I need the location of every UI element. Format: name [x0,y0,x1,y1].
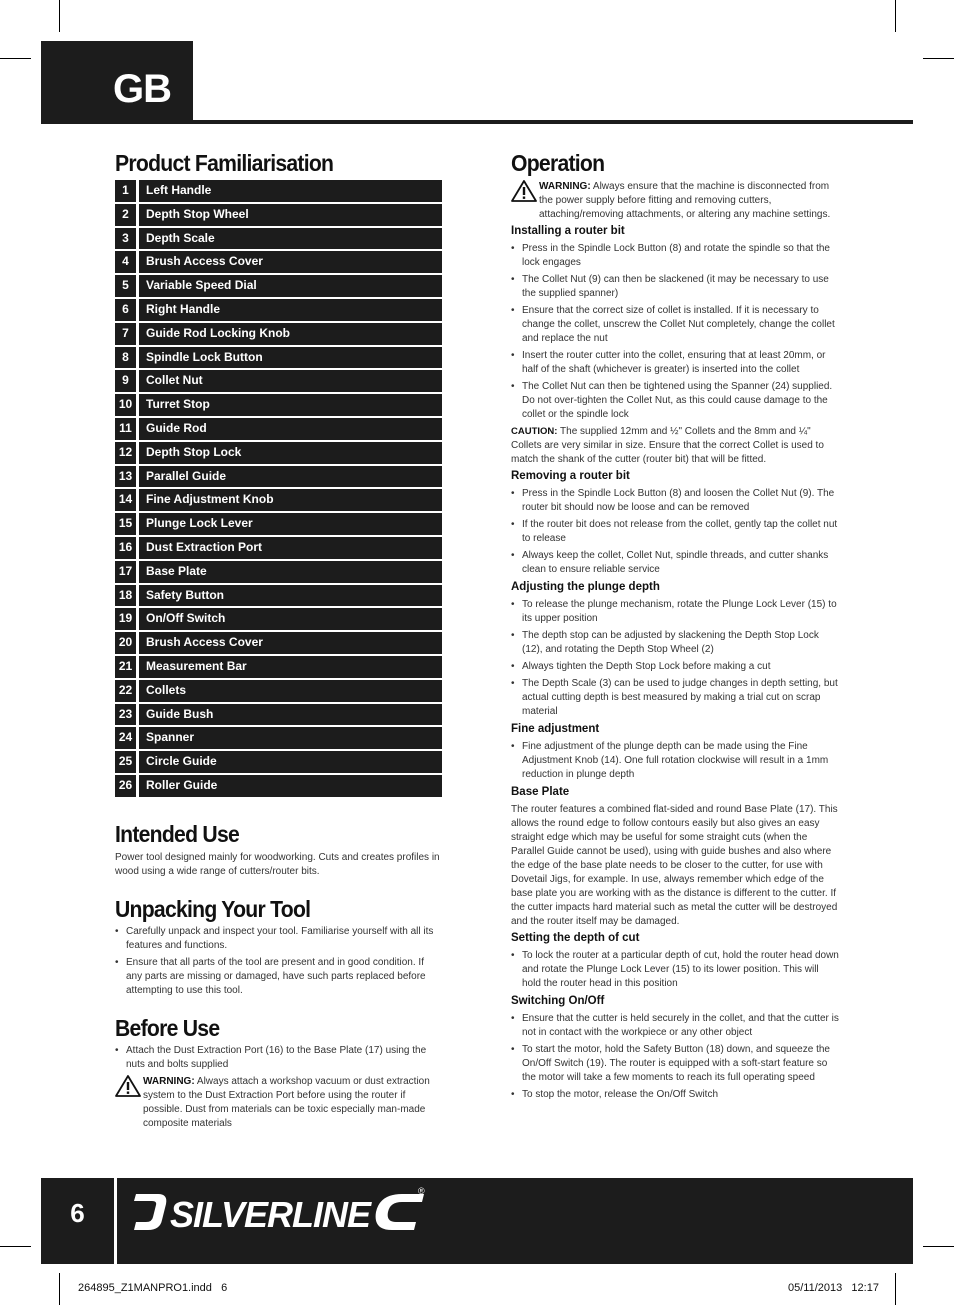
part-label: Safety Button [139,585,442,607]
part-label: Brush Access Cover [139,632,442,654]
intended-use-text: Power tool designed mainly for woodworking. Cuts and creates profiles in wood using a wide range of cutters/router bits. [115,852,440,877]
depth-of-cut-list [511,949,840,991]
section-title-intended-use: Intended Use [115,821,240,847]
part-number: 12 [115,442,136,464]
part-label: Guide Bush [139,704,442,726]
header-rule [41,120,913,124]
subheading-switching: Switching On/Off [511,995,605,1007]
part-label: Collets [139,680,442,702]
caution-label: CAUTION: [511,426,558,437]
caution-text: The supplied 12mm and ½" Collets and the 8mm and ¼" Collets are very similar in size. Ensure that the correct Collet is used to match the shank of the cutter (router bit) that will be fitted. [511,426,824,465]
operation-warning [511,180,840,222]
before-use-list [115,1044,442,1072]
depth-of-cut-bullet: • To lock the router at a particular depth of cut, hold the router head down and rotate the Plunge Lock Lever (15) to its lower position. This will hold the router head in this position [511,949,840,991]
part-row [115,513,442,535]
part-row [115,299,442,321]
part-label: Measurement Bar [139,656,442,678]
removing-bullet: • Press in the Spindle Lock Button (8) and loosen the Collet Nut (9). The router bit should now be loose and can be removed [511,487,840,515]
subheading-depth-of-cut: Setting the depth of cut [511,932,640,944]
plunge-bullet: • The depth stop can be adjusted by slackening the Depth Stop Lock (12), and rotating the Depth Stop Wheel (2) [511,629,840,657]
unpacking-bullet: • Ensure that all parts of the tool are present and in good condition. If any parts are missing or damaged, have such parts replaced before attempting to use this tool. [115,956,440,998]
part-number: 6 [115,299,136,321]
part-row [115,204,442,226]
warning-triangle-icon [115,1075,141,1097]
section-title-operation: Operation [511,150,605,176]
part-row [115,370,442,392]
switching-bullet: • To start the motor, hold the Safety Button (18) down, and squeeze the On/Off Switch (19). The router is equipped with a soft-start feature so the motor will take a few moments to reach its full operating speed [511,1043,840,1085]
part-label: Dust Extraction Port [139,537,442,559]
part-number: 20 [115,632,136,654]
removing-list [511,487,840,577]
part-row [115,418,442,440]
part-number: 23 [115,704,136,726]
switching-list [511,1012,840,1102]
part-row [115,751,442,773]
language-badge [41,41,193,123]
crop-mark [0,1246,31,1247]
part-label: Depth Stop Wheel [139,204,442,226]
part-label: Turret Stop [139,394,442,416]
part-number: 25 [115,751,136,773]
silverline-logo [130,1186,430,1236]
part-row [115,608,442,630]
part-number: 26 [115,775,136,797]
part-row [115,394,442,416]
part-row [115,275,442,297]
language-code: GB [113,67,171,111]
subheading-removing: Removing a router bit [511,470,630,482]
part-row [115,347,442,369]
removing-bullet: • If the router bit does not release from the collet, gently tap the collet nut to release [511,518,840,546]
part-label: Circle Guide [139,751,442,773]
part-label: Parallel Guide [139,466,442,488]
parts-list [115,180,442,799]
part-label: Depth Scale [139,228,442,250]
part-number: 18 [115,585,136,607]
part-row [115,251,442,273]
fine-list [511,740,840,782]
part-number: 16 [115,537,136,559]
part-row [115,775,442,797]
plunge-list [511,598,840,719]
part-label: Left Handle [139,180,442,202]
operation-block [511,180,840,1105]
part-label: Roller Guide [139,775,442,797]
crop-mark [895,0,896,32]
crop-mark [59,0,60,32]
part-row [115,228,442,250]
part-row [115,537,442,559]
crop-mark [0,58,31,59]
part-number: 15 [115,513,136,535]
installing-bullet: • Press in the Spindle Lock Button (8) and rotate the spindle so that the lock engages [511,242,840,270]
part-label: Depth Stop Lock [139,442,442,464]
fine-bullet: • Fine adjustment of the plunge depth can be made using the Fine Adjustment Knob (14). One full rotation clockwise will result in a 1mm reduction in plunge depth [511,740,840,782]
part-row [115,561,442,583]
slug-filename: 264895_Z1MANPRO1.indd 6 [78,1282,228,1294]
part-number: 5 [115,275,136,297]
part-label: On/Off Switch [139,608,442,630]
part-row [115,489,442,511]
switching-bullet: • To stop the motor, release the On/Off Switch [511,1088,840,1102]
page-number: 6 [70,1198,85,1228]
crop-mark [59,1273,60,1305]
before-use-bullet: • Attach the Dust Extraction Port (16) to the Base Plate (17) using the nuts and bolts supplied [115,1044,442,1072]
installing-bullet: • Ensure that the correct size of collet is installed. If it is necessary to change the collet, unscrew the Collet Nut completely, change the collet and replace the nut [511,304,840,346]
part-label: Guide Rod [139,418,442,440]
part-label: Spanner [139,727,442,749]
part-number: 2 [115,204,136,226]
warning-label: WARNING: [539,181,591,192]
before-use-warning [115,1075,442,1131]
part-row [115,656,442,678]
crop-mark [895,1273,896,1305]
part-row [115,442,442,464]
part-number: 22 [115,680,136,702]
installing-bullet: • The Collet Nut (9) can then be slackened (it may be necessary to use the supplied spanner) [511,273,840,301]
brand-wordmark: SILVERLINE [170,1194,371,1235]
part-row [115,466,442,488]
installing-bullet: • The Collet Nut can then be tightened using the Spanner (24) supplied. Do not over-tighten the Collet Nut, as this could cause damage to the collet or the spindle lock [511,380,840,422]
part-number: 11 [115,418,136,440]
part-label: Brush Access Cover [139,251,442,273]
part-label: Guide Rod Locking Knob [139,323,442,345]
footer-divider [114,1178,117,1264]
part-number: 9 [115,370,136,392]
warning-text: Always ensure that the machine is disconnected from the power supply before fitting and removing cutters, attaching/removing attachments, or altering any machine settings. [539,181,831,220]
part-number: 7 [115,323,136,345]
subheading-base-plate: Base Plate [511,786,570,798]
slug-datetime: 05/11/2013 12:17 [788,1282,879,1294]
installing-bullet: • Insert the router cutter into the collet, ensuring that at least 20mm, or half of the shaft (whichever is greater) is inserted into the collet [511,349,840,377]
unpacking-block [115,925,440,1001]
registered-mark: ® [418,1186,425,1196]
part-number: 21 [115,656,136,678]
part-row [115,704,442,726]
part-label: Fine Adjustment Knob [139,489,442,511]
crop-mark [923,1246,954,1247]
caution-paragraph [511,425,840,467]
unpacking-bullet: • Carefully unpack and inspect your tool. Familiarise yourself with all its features and functions. [115,925,440,953]
plunge-bullet: • Always tighten the Depth Stop Lock before making a cut [511,660,840,674]
part-row [115,323,442,345]
part-number: 10 [115,394,136,416]
part-row [115,727,442,749]
part-row [115,632,442,654]
part-label: Collet Nut [139,370,442,392]
intended-use-text-block [115,851,440,879]
plunge-bullet: • To release the plunge mechanism, rotate the Plunge Lock Lever (15) to its upper position [511,598,840,626]
before-use-block [115,1044,442,1131]
subheading-plunge: Adjusting the plunge depth [511,581,660,593]
part-label: Base Plate [139,561,442,583]
part-number: 14 [115,489,136,511]
section-title-product-familiarisation: Product Familiarisation [115,150,334,176]
part-row [115,585,442,607]
part-number: 24 [115,727,136,749]
base-plate-text: The router features a combined flat-sided and round Base Plate (17). This allows the round edge to follow contours easily but also gives an easy straight edge which may be useful for some straight cuts (when the Parallel Guide cannot be used), using with guide bushes and also where the edge of the base plate needs to be closer to the cutter, for use with Dovetail Jigs, for example. In use, always remember which edge of the base plate you are working with as the distance is different to the cutter. If the cutter impacts hard material such as metal the cutter will be destroyed and the router itself may be damaged. [511,804,838,927]
section-title-unpacking: Unpacking Your Tool [115,896,311,922]
part-number: 13 [115,466,136,488]
warning-text: Always attach a workshop vacuum or dust extraction system to the Dust Extraction Port before using the router if possible. Dust from materials can be toxic especially man-made composite materials [143,1076,430,1129]
switching-bullet: • Ensure that the cutter is held securely in the collet, and that the cutter is not in contact with the workpiece or any other object [511,1012,840,1040]
part-number: 1 [115,180,136,202]
plunge-bullet: • The Depth Scale (3) can be used to judge changes in depth setting, but actual cutting depth is best measured by making a trial cut on scrap material [511,677,840,719]
unpacking-list [115,925,440,998]
subheading-installing: Installing a router bit [511,225,625,237]
section-title-before-use: Before Use [115,1015,220,1041]
part-number: 17 [115,561,136,583]
part-label: Plunge Lock Lever [139,513,442,535]
part-number: 19 [115,608,136,630]
part-number: 3 [115,228,136,250]
part-label: Variable Speed Dial [139,275,442,297]
crop-mark [923,58,954,59]
part-row [115,680,442,702]
subheading-fine-adjustment: Fine adjustment [511,723,600,735]
part-number: 4 [115,251,136,273]
removing-bullet: • Always keep the collet, Collet Nut, spindle threads, and cutter shanks clean to ensure reliable service [511,549,840,577]
installing-list [511,242,840,422]
part-row [115,180,442,202]
warning-triangle-icon [511,180,537,202]
part-label: Right Handle [139,299,442,321]
part-number: 8 [115,347,136,369]
part-label: Spindle Lock Button [139,347,442,369]
warning-label: WARNING: [143,1076,195,1087]
